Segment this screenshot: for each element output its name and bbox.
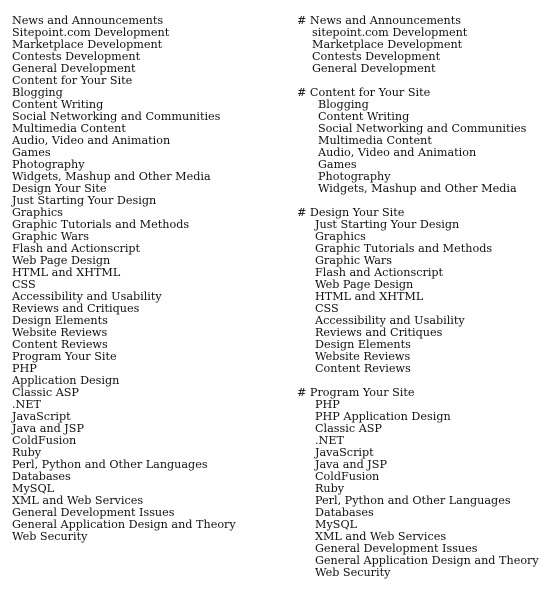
flat-list-item: Program Your Site xyxy=(12,350,117,363)
group-item: sitepoint.com Development xyxy=(312,26,468,39)
flat-list-item: XML and Web Services xyxy=(12,494,144,507)
group-item: Content Reviews xyxy=(315,362,411,375)
group-header: # Content for Your Site xyxy=(297,86,431,99)
flat-list-item: Design Your Site xyxy=(12,182,107,195)
flat-list-item: News and Announcements xyxy=(12,14,164,27)
flat-list-item: Sitepoint.com Development xyxy=(12,26,170,39)
group-item: Graphic Wars xyxy=(315,254,393,267)
group-item: Graphic Tutorials and Methods xyxy=(315,242,493,255)
flat-list-item: Website Reviews xyxy=(12,326,108,339)
flat-forum-list xyxy=(12,15,236,543)
flat-list-item: Blogging xyxy=(12,86,63,99)
group-item: Blogging xyxy=(318,98,369,111)
group-item: Photography xyxy=(318,170,391,183)
group-item: Reviews and Critiques xyxy=(315,326,443,339)
flat-list-item: Multimedia Content xyxy=(12,122,126,135)
group-item: PHP xyxy=(315,398,340,411)
group-header: # News and Announcements xyxy=(297,14,461,27)
flat-list-item: Content for Your Site xyxy=(12,74,133,87)
group-item: Ruby xyxy=(315,482,345,495)
flat-list-item: General Application Design and Theory xyxy=(12,518,236,531)
group-item: General Development Issues xyxy=(315,542,478,555)
group-item: Games xyxy=(318,158,357,171)
flat-list-item: CSS xyxy=(12,278,36,291)
flat-list-item: Content Writing xyxy=(12,98,104,111)
flat-list-item: Application Design xyxy=(12,374,120,387)
group-item: Just Starting Your Design xyxy=(315,218,460,231)
flat-list-item: Games xyxy=(12,146,51,159)
flat-list-item: HTML and XHTML xyxy=(12,266,121,279)
group-item: XML and Web Services xyxy=(315,530,447,543)
group-item: ColdFusion xyxy=(315,470,380,483)
flat-list-item: Design Elements xyxy=(12,314,108,327)
flat-list-item: Databases xyxy=(12,470,71,483)
flat-list-item: .NET xyxy=(12,398,41,411)
group-item: Perl, Python and Other Languages xyxy=(315,494,511,507)
flat-list-item: ColdFusion xyxy=(12,434,77,447)
group-item: CSS xyxy=(315,302,339,315)
flat-list-item: Reviews and Critiques xyxy=(12,302,140,315)
group-item: General Application Design and Theory xyxy=(315,554,539,567)
flat-list-item: Social Networking and Communities xyxy=(12,110,221,123)
group-item: Java and JSP xyxy=(315,458,387,471)
group-item: Widgets, Mashup and Other Media xyxy=(318,182,517,195)
flat-list-item: Graphic Tutorials and Methods xyxy=(12,218,190,231)
group-item: Multimedia Content xyxy=(318,134,432,147)
group-item: PHP Application Design xyxy=(315,410,451,423)
flat-list-item: Graphics xyxy=(12,206,63,219)
flat-list-item: Accessibility and Usability xyxy=(12,290,162,303)
flat-list-item: JavaScript xyxy=(12,410,71,423)
flat-list-item: Widgets, Mashup and Other Media xyxy=(12,170,211,183)
flat-list-item: Marketplace Development xyxy=(12,38,163,51)
flat-list-item: Graphic Wars xyxy=(12,230,90,243)
flat-list-item: Web Security xyxy=(12,530,88,543)
group-item: Graphics xyxy=(315,230,366,243)
flat-list-item: Just Starting Your Design xyxy=(12,194,157,207)
group-item: .NET xyxy=(315,434,344,447)
flat-list-item: Ruby xyxy=(12,446,42,459)
flat-list-item: Flash and Actionscript xyxy=(12,242,141,255)
group-item: General Development xyxy=(312,62,436,75)
group-item: Flash and Actionscript xyxy=(315,266,444,279)
group-item: Contests Development xyxy=(312,50,441,63)
group-item: MySQL xyxy=(315,518,358,531)
group-item: Databases xyxy=(315,506,374,519)
flat-list-item: General Development Issues xyxy=(12,506,175,519)
flat-list-item: Content Reviews xyxy=(12,338,108,351)
group-header: # Program Your Site xyxy=(297,386,415,399)
flat-list-item: Contests Development xyxy=(12,50,141,63)
flat-list-item: Classic ASP xyxy=(12,386,79,399)
group-item: Marketplace Development xyxy=(312,38,463,51)
group-item: JavaScript xyxy=(315,446,374,459)
flat-list-item: PHP xyxy=(12,362,37,375)
flat-list-item: Photography xyxy=(12,158,85,171)
group-item: Audio, Video and Animation xyxy=(318,146,477,159)
group-item: Classic ASP xyxy=(315,422,382,435)
grouped-forum-list xyxy=(297,15,539,579)
flat-list-item: Web Page Design xyxy=(12,254,111,267)
flat-list-item: Java and JSP xyxy=(12,422,84,435)
flat-list-item: Audio, Video and Animation xyxy=(12,134,171,147)
group-item: Web Page Design xyxy=(315,278,414,291)
flat-list-item: MySQL xyxy=(12,482,55,495)
group-item: Web Security xyxy=(315,566,391,579)
group-item: Accessibility and Usability xyxy=(315,314,465,327)
flat-list-item: General Development xyxy=(12,62,136,75)
group-item: Website Reviews xyxy=(315,350,411,363)
group-item: HTML and XHTML xyxy=(315,290,424,303)
group-item: Design Elements xyxy=(315,338,411,351)
group-header: # Design Your Site xyxy=(297,206,405,219)
group-item: Social Networking and Communities xyxy=(318,122,527,135)
flat-list-item: Perl, Python and Other Languages xyxy=(12,458,208,471)
group-item: Content Writing xyxy=(318,110,410,123)
